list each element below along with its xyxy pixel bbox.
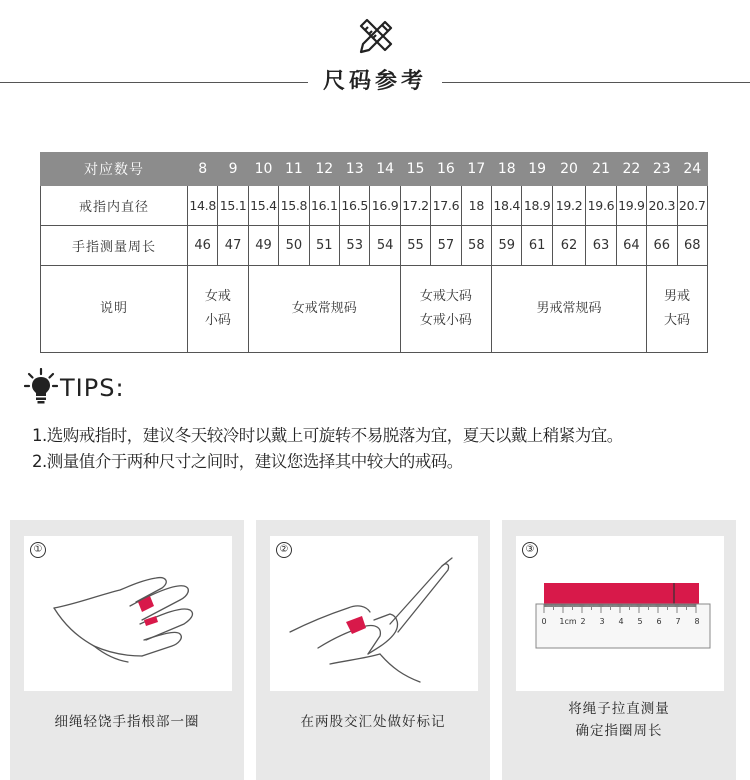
- tips-title: TIPS:: [60, 374, 125, 402]
- value-cell: 68: [677, 226, 708, 266]
- row-label: 戒指内直径: [41, 186, 188, 226]
- step-number: ①: [30, 542, 46, 558]
- note-cell-men-large: [647, 266, 708, 353]
- ruler-label: 4: [618, 617, 624, 626]
- size-cell: 24: [677, 153, 708, 186]
- note-line: 大码: [664, 313, 691, 328]
- value-cell: 53: [340, 226, 370, 266]
- value-cell: 15.8: [279, 186, 309, 226]
- value-cell: 61: [522, 226, 552, 266]
- size-cell: 16: [431, 153, 461, 186]
- value-cell: 18.4: [492, 186, 522, 226]
- table-row-diameter: [41, 186, 708, 226]
- size-cell: 14: [370, 153, 400, 186]
- size-cell: 15: [400, 153, 430, 186]
- value-cell: 59: [492, 226, 522, 266]
- step-illustration-frame: [24, 536, 232, 691]
- size-table: [40, 152, 708, 353]
- table-row-circumference: [41, 226, 708, 266]
- value-cell: 62: [552, 226, 585, 266]
- tip-line-2: 2.测量值介于两种尺寸之间时，建议您选择其中较大的戒码。: [32, 452, 463, 471]
- ruler-label: 1cm: [559, 617, 577, 626]
- header-label: 对应数号: [41, 153, 188, 186]
- step-caption: [10, 710, 244, 730]
- step-card-2: [256, 520, 490, 780]
- note-line: 男戒常规码: [536, 301, 602, 316]
- value-cell: 47: [218, 226, 248, 266]
- value-cell: 18: [461, 186, 491, 226]
- lightbulb-icon: [24, 368, 58, 404]
- value-cell: 19.9: [616, 186, 646, 226]
- size-cell: 11: [279, 153, 309, 186]
- ruler-body: [536, 604, 710, 648]
- value-cell: 66: [647, 226, 677, 266]
- value-cell: 58: [461, 226, 491, 266]
- value-cell: 15.1: [218, 186, 248, 226]
- hand-string-wrap-icon: [24, 536, 232, 691]
- value-cell: 63: [586, 226, 616, 266]
- step-caption: [502, 698, 736, 742]
- measure-strip: [544, 583, 699, 604]
- step-card-3: [502, 520, 736, 780]
- note-cell-women-regular: [248, 266, 400, 353]
- value-cell: 57: [431, 226, 461, 266]
- step-illustration-frame: [516, 536, 724, 691]
- step-number: ②: [276, 542, 292, 558]
- value-cell: 17.6: [431, 186, 461, 226]
- caption-line: 在两股交汇处做好标记: [300, 714, 446, 730]
- step-caption: [256, 710, 490, 730]
- size-cell: 17: [461, 153, 491, 186]
- note-cell-women-large-men-small: [400, 266, 491, 353]
- size-cell: 12: [309, 153, 339, 186]
- ruler-label: 2: [580, 617, 586, 626]
- hand-pen-mark-icon: [270, 536, 478, 691]
- size-cell: 21: [586, 153, 616, 186]
- note-line: 小码: [204, 313, 231, 328]
- value-cell: 49: [248, 226, 278, 266]
- value-cell: 17.2: [400, 186, 430, 226]
- value-cell: 46: [187, 226, 217, 266]
- value-cell: 51: [309, 226, 339, 266]
- note-line: 女戒常规码: [291, 301, 357, 316]
- tip-line-1: 1.选购戒指时，建议冬天较冷时以戴上可旋转不易脱落为宜，夏天以戴上稍紧为宜。: [32, 426, 623, 445]
- size-cell: 8: [187, 153, 217, 186]
- value-cell: 18.9: [522, 186, 552, 226]
- value-cell: 55: [400, 226, 430, 266]
- size-cell: 18: [492, 153, 522, 186]
- value-cell: 16.5: [340, 186, 370, 226]
- row-label: 说明: [41, 266, 188, 353]
- value-cell: 20.7: [677, 186, 708, 226]
- ruler-label: 0: [541, 617, 547, 626]
- value-cell: 64: [616, 226, 646, 266]
- ruler-label: 7: [675, 617, 681, 626]
- note-line: 女戒大码: [419, 289, 472, 304]
- size-cell: 13: [340, 153, 370, 186]
- ruler-label: 6: [656, 617, 662, 626]
- note-line: 女戒小码: [419, 313, 472, 328]
- ruler-label: 3: [599, 617, 605, 626]
- size-cell: 20: [552, 153, 585, 186]
- pencil-ruler-icon: [355, 16, 395, 56]
- size-cell: 19: [522, 153, 552, 186]
- caption-line: 将绳子拉直测量: [568, 701, 670, 717]
- string-mark: [138, 596, 154, 612]
- size-cell: 9: [218, 153, 248, 186]
- value-cell: 19.6: [586, 186, 616, 226]
- value-cell: 16.9: [370, 186, 400, 226]
- table-header-row: [41, 153, 708, 186]
- table-row-notes: [41, 266, 708, 353]
- value-cell: 50: [279, 226, 309, 266]
- value-cell: 20.3: [647, 186, 677, 226]
- size-cell: 10: [248, 153, 278, 186]
- step-number: ③: [522, 542, 538, 558]
- note-line: 男戒: [664, 289, 691, 304]
- note-cell-women-small: [187, 266, 248, 353]
- page-title: 尺码参考: [322, 69, 427, 94]
- value-cell: 16.1: [309, 186, 339, 226]
- value-cell: 14.8: [187, 186, 217, 226]
- ruler-label: 8: [694, 617, 700, 626]
- note-cell-men-regular: [492, 266, 647, 353]
- note-line: 女戒: [204, 289, 231, 304]
- value-cell: 19.2: [552, 186, 585, 226]
- size-cell: 22: [616, 153, 646, 186]
- value-cell: 54: [370, 226, 400, 266]
- step-illustration-frame: [270, 536, 478, 691]
- value-cell: 15.4: [248, 186, 278, 226]
- ruler-measure-icon: [516, 536, 724, 691]
- caption-line: 细绳轻饶手指根部一圈: [54, 714, 200, 730]
- step-card-1: [10, 520, 244, 780]
- size-cell: 23: [647, 153, 677, 186]
- row-label: 手指测量周长: [41, 226, 188, 266]
- ruler-label: 5: [637, 617, 643, 626]
- caption-line: 确定指圈周长: [575, 723, 663, 739]
